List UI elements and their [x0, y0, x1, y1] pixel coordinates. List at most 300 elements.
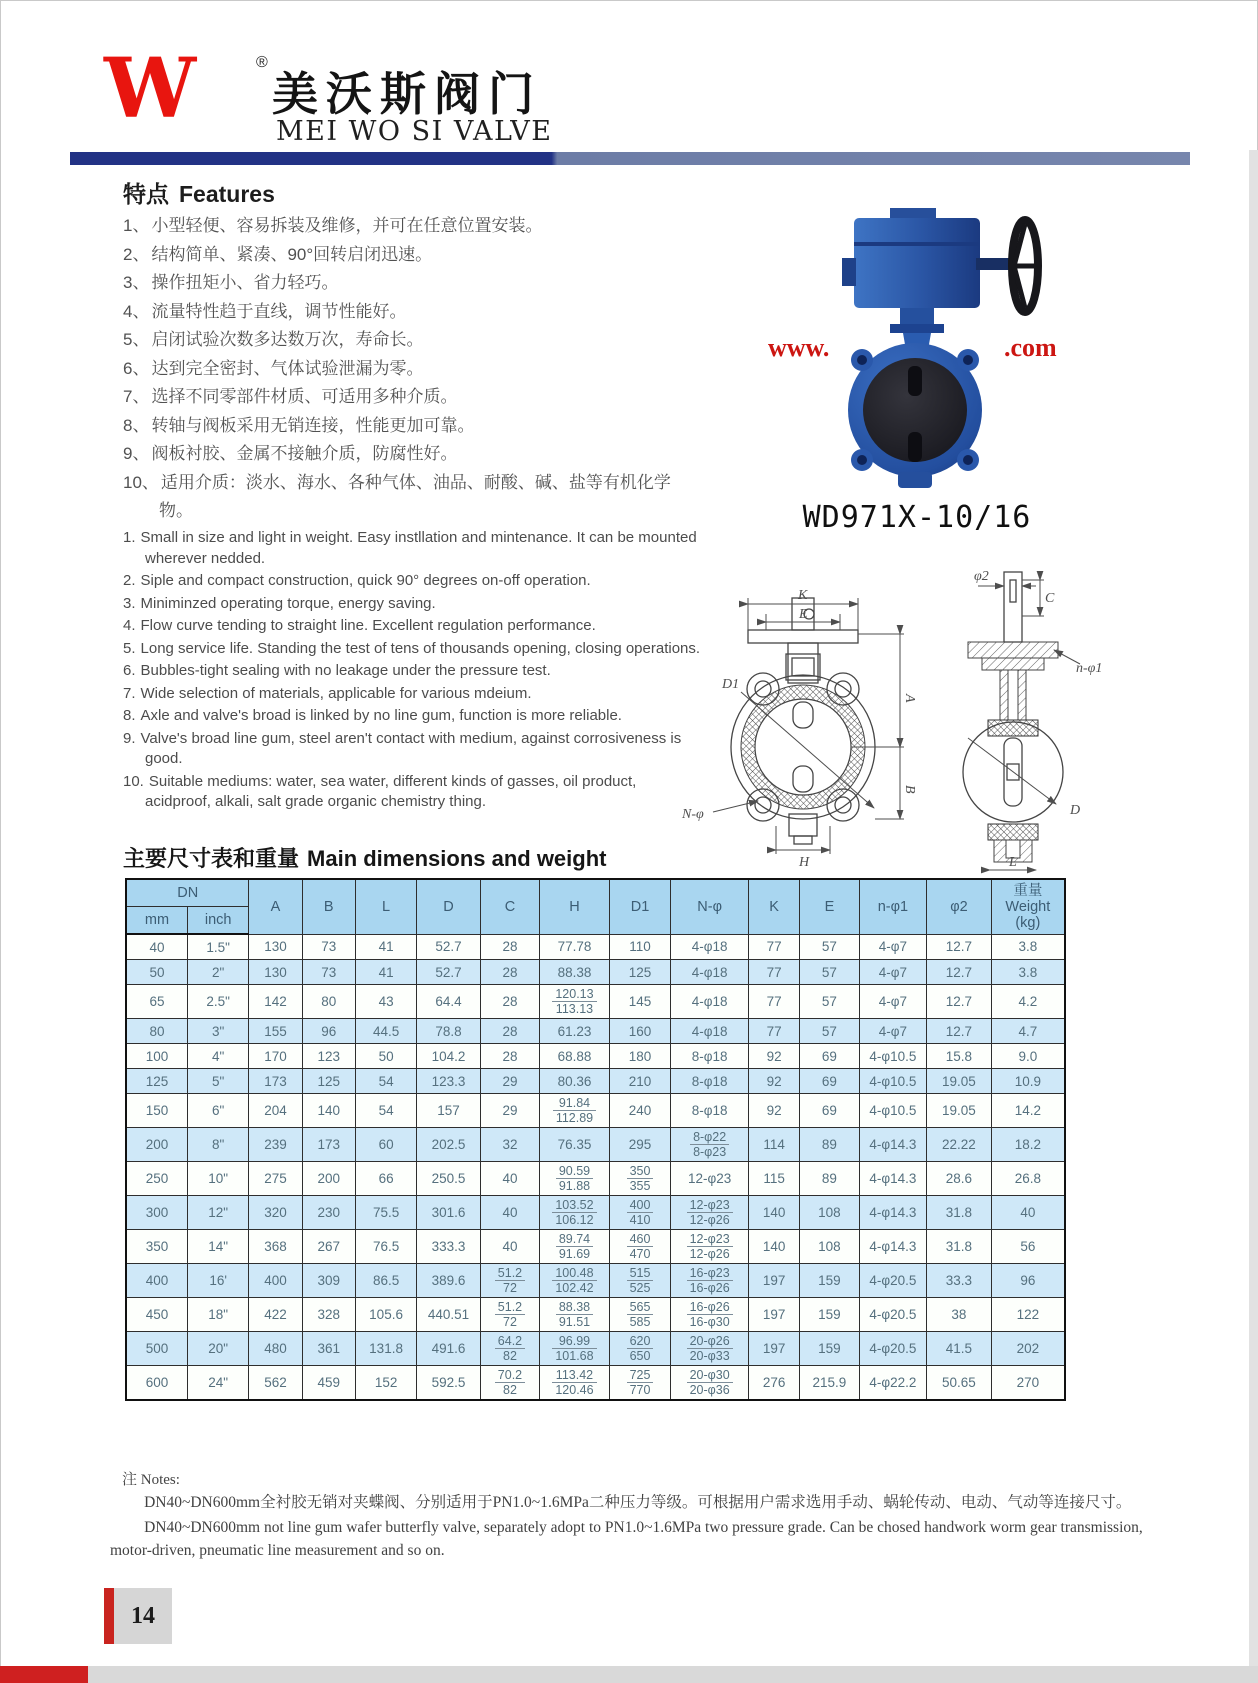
table-cell: 600: [126, 1366, 187, 1401]
table-row: [126, 1044, 1065, 1069]
table-cell: 92: [749, 1094, 800, 1128]
feature-item: [123, 469, 698, 526]
feature-item: [123, 528, 703, 569]
table-cell: 28: [480, 1044, 539, 1069]
table-row: [126, 1162, 1065, 1196]
table-cell: 275: [249, 1162, 302, 1196]
table-cell: 491.6: [417, 1332, 480, 1366]
table-cell: 24": [187, 1366, 248, 1401]
table-cell: 16': [187, 1264, 248, 1298]
table-cell: [609, 1366, 670, 1401]
table-cell: 4-φ18: [671, 985, 749, 1019]
feature-item: [123, 661, 703, 682]
stacked-top: 565: [627, 1300, 654, 1315]
dim-label-phi2: φ2: [974, 569, 989, 584]
feature-item: [123, 383, 698, 412]
table-cell: 152: [355, 1366, 416, 1401]
table-cell: 180: [609, 1044, 670, 1069]
dim-label-C: C: [1045, 591, 1055, 606]
table-cell: 361: [302, 1332, 355, 1366]
table-cell: 4-φ18: [671, 1019, 749, 1044]
stacked-value: [495, 1266, 525, 1295]
feature-item-number: 6.: [123, 662, 136, 679]
feature-item-text: 操作扭矩小、省力轻巧。: [151, 273, 339, 292]
stacked-bottom: 102.42: [555, 1281, 594, 1295]
feature-item: [123, 639, 703, 660]
feature-item-text: Bubbles-tight sealing with no leakage under the pressure test.: [140, 662, 551, 679]
registered-trademark-icon: ®: [256, 54, 268, 71]
stacked-top: 8-φ22: [690, 1130, 729, 1145]
table-cell: 240: [609, 1094, 670, 1128]
feature-item: [123, 412, 698, 441]
table-cell: 92: [749, 1044, 800, 1069]
actuator-adapter: [900, 308, 934, 324]
table-cell: 3.8: [991, 934, 1065, 960]
feature-item-number: 7.: [123, 684, 136, 702]
table-title: [123, 842, 607, 873]
stacked-value: [556, 1232, 593, 1261]
table-cell: 64.4: [417, 985, 480, 1019]
stacked-value: [627, 1198, 654, 1227]
feature-item-text: 结构简单、紧凑、90°回转启闭迅速。: [151, 244, 433, 264]
stacked-top: 350: [627, 1164, 654, 1179]
header-col: E: [800, 879, 859, 934]
stacked-top: 70.2: [495, 1368, 525, 1383]
stacked-top: 12-φ23: [687, 1198, 733, 1213]
stacked-top: 460: [627, 1232, 654, 1247]
table-cell: 50: [355, 1044, 416, 1069]
table-cell: 125: [126, 1069, 187, 1094]
table-cell: 31.8: [927, 1230, 992, 1264]
actuator-terminal-box: [842, 258, 856, 286]
feature-item-text: Miniminzed operating torque, energy saving.: [140, 594, 436, 612]
feature-item-text: Valve's broad line gum, steel aren't contact with medium, against corrosiveness is good.: [140, 729, 682, 767]
stacked-value: [552, 1266, 596, 1295]
stacked-bottom: 72: [503, 1281, 517, 1295]
table-cell: 4-φ10.5: [859, 1094, 927, 1128]
table-cell: 267: [302, 1230, 355, 1264]
header-row: [126, 879, 1065, 907]
table-cell: 66: [355, 1162, 416, 1196]
table-cell: 4-φ20.5: [859, 1332, 927, 1366]
table-cell: 125: [609, 960, 670, 985]
stacked-value: [627, 1266, 654, 1295]
table-cell: 368: [249, 1230, 302, 1264]
table-cell: 12.7: [927, 1019, 992, 1044]
table-cell: 159: [800, 1332, 859, 1366]
table-cell: 108: [800, 1230, 859, 1264]
table-cell: 54: [355, 1094, 416, 1128]
notes-label: [122, 1468, 1150, 1489]
table-cell: 301.6: [417, 1196, 480, 1230]
table-cell: 26.8: [991, 1162, 1065, 1196]
table-cell: 145: [609, 985, 670, 1019]
stacked-bottom: 650: [629, 1349, 651, 1363]
table-cell: 69: [800, 1094, 859, 1128]
table-cell: 69: [800, 1069, 859, 1094]
stacked-bottom: 82: [503, 1349, 517, 1363]
table-title-en: Main dimensions and weight: [307, 846, 607, 871]
table-cell: 41: [355, 934, 416, 960]
table-cell: [671, 1196, 749, 1230]
table-cell: 2": [187, 960, 248, 985]
stacked-bottom: 91.51: [558, 1315, 591, 1329]
brand-name-english: MEI WO SI VALVE: [276, 116, 553, 147]
table-cell: 4-φ10.5: [859, 1069, 927, 1094]
header-col: N-φ: [671, 879, 749, 934]
stacked-bottom: 770: [629, 1383, 651, 1397]
feature-item-text: Long service life. Standing the test of tens of thousands opening, closing operations.: [140, 639, 701, 657]
feature-item: [123, 729, 703, 770]
table-cell: 12.7: [927, 960, 992, 985]
table-cell: [540, 1332, 610, 1366]
header-col: D1: [609, 879, 670, 934]
stacked-bottom: 12-φ26: [689, 1213, 730, 1227]
stacked-top: 100.48: [552, 1266, 596, 1281]
table-cell: 2.5": [187, 985, 248, 1019]
table-cell: [671, 1128, 749, 1162]
feature-item: [123, 571, 703, 592]
table-cell: 4-φ20.5: [859, 1264, 927, 1298]
table-cell: 15.8: [927, 1044, 992, 1069]
table-cell: [609, 1264, 670, 1298]
header-col: φ2: [927, 879, 992, 934]
feature-item-number: 1、: [123, 216, 150, 235]
note-english: DN40~DN600mm not line gum wafer butterfly valve, separately adopt to PN1.0~1.6MPa two pressure grade. Can be chosed handwork worm gear transmission, motor-driven, pneumatic line measurement and so on.: [110, 1519, 1143, 1559]
bottom-lug: [898, 472, 932, 488]
table-cell: 68.88: [540, 1044, 610, 1069]
stacked-bottom: 12-φ26: [689, 1247, 730, 1261]
stacked-top: 725: [627, 1368, 654, 1383]
table-cell: 12.7: [927, 934, 992, 960]
table-cell: 114: [749, 1128, 800, 1162]
table-cell: 459: [302, 1366, 355, 1401]
table-cell: 108: [800, 1196, 859, 1230]
stacked-bottom: 16-φ30: [689, 1315, 730, 1329]
features-heading: [123, 176, 275, 209]
table-cell: 4-φ14.3: [859, 1230, 927, 1264]
table-cell: 43: [355, 985, 416, 1019]
feature-item-number: 5.: [123, 639, 136, 657]
table-cell: 155: [249, 1019, 302, 1044]
header-col: H: [540, 879, 610, 934]
table-cell: 140: [749, 1230, 800, 1264]
stacked-top: 51.2: [495, 1300, 525, 1315]
stacked-bottom: 101.68: [555, 1349, 594, 1363]
feature-item-number: 10、: [123, 472, 159, 492]
table-cell: 14": [187, 1230, 248, 1264]
table-cell: [671, 1366, 749, 1401]
stacked-bottom: 20-φ36: [689, 1383, 730, 1397]
header-mm: mm: [126, 907, 187, 935]
table-cell: 150: [126, 1094, 187, 1128]
stacked-value: [687, 1232, 733, 1261]
feature-item: [123, 772, 703, 813]
stacked-value: [687, 1198, 733, 1227]
stacked-bottom: 410: [629, 1213, 651, 1227]
table-cell: 41.5: [927, 1332, 992, 1366]
table-cell: 200: [302, 1162, 355, 1196]
header-col: L: [355, 879, 416, 934]
actuator-body: [854, 218, 980, 308]
table-row: [126, 1069, 1065, 1094]
table-cell: 76.35: [540, 1128, 610, 1162]
stacked-bottom: 112.89: [555, 1111, 594, 1125]
page-number-accent-bar: [104, 1588, 114, 1644]
stacked-bottom: 525: [629, 1281, 651, 1295]
stacked-top: 103.52: [552, 1198, 596, 1213]
table-cell: 3.8: [991, 960, 1065, 985]
bottom-scan-edge: [0, 1666, 1258, 1683]
table-cell: 57: [800, 960, 859, 985]
table-cell: 40: [991, 1196, 1065, 1230]
table-cell: 4-φ7: [859, 1019, 927, 1044]
table-cell: 38: [927, 1298, 992, 1332]
table-cell: 92: [749, 1069, 800, 1094]
table-cell: 400: [126, 1264, 187, 1298]
stacked-bottom: 16-φ26: [689, 1281, 730, 1295]
feature-item-text: Wide selection of materials, applicable for various mdeium.: [140, 684, 532, 702]
table-cell: 32: [480, 1128, 539, 1162]
table-cell: 328: [302, 1298, 355, 1332]
header-inch: inch: [187, 907, 248, 935]
table-cell: 422: [249, 1298, 302, 1332]
header-weight-line: (kg): [1015, 914, 1041, 931]
table-row: [126, 1332, 1065, 1366]
table-cell: 450: [126, 1298, 187, 1332]
table-cell: 54: [355, 1069, 416, 1094]
stacked-bottom: 82: [503, 1383, 517, 1397]
table-row: [126, 985, 1065, 1019]
table-cell: 4-φ18: [671, 960, 749, 985]
feature-item: [123, 326, 698, 355]
table-cell: 562: [249, 1366, 302, 1401]
features-list-chinese: [123, 212, 698, 526]
table-cell: 29: [480, 1069, 539, 1094]
table-cell: 57: [800, 934, 859, 960]
table-cell: 18.2: [991, 1128, 1065, 1162]
stacked-value: [687, 1334, 733, 1363]
table-cell: 10": [187, 1162, 248, 1196]
table-cell: 140: [749, 1196, 800, 1230]
table-cell: 56: [991, 1230, 1065, 1264]
header-col: n-φ1: [859, 879, 927, 934]
table-cell: 22.22: [927, 1128, 992, 1162]
table-cell: 123.3: [417, 1069, 480, 1094]
table-cell: 159: [800, 1264, 859, 1298]
stacked-value: [627, 1164, 654, 1193]
table-cell: 89: [800, 1128, 859, 1162]
table-cell: 29: [480, 1094, 539, 1128]
table-cell: 3": [187, 1019, 248, 1044]
header-weight: [991, 879, 1065, 934]
table-cell: 115: [749, 1162, 800, 1196]
stacked-top: 90.59: [556, 1164, 593, 1179]
stacked-top: 51.2: [495, 1266, 525, 1281]
product-photo: [762, 200, 1072, 500]
stacked-top: 96.99: [552, 1334, 596, 1349]
stacked-top: 20-φ30: [687, 1368, 733, 1383]
table-cell: 131.8: [355, 1332, 416, 1366]
notes-section: [110, 1468, 1150, 1564]
note-chinese: DN40~DN600mm全衬胶无销对夹蝶阀、分别适用于PN1.0~1.6MPa二种压力等级。可根据用户需求选用手动、蜗轮传动、电动、气动等连接尺寸。: [144, 1494, 1132, 1511]
table-cell: 57: [800, 985, 859, 1019]
table-cell: 204: [249, 1094, 302, 1128]
stacked-value: [552, 1334, 596, 1363]
table-cell: 350: [126, 1230, 187, 1264]
table-cell: 140: [302, 1094, 355, 1128]
table-cell: 1.5": [187, 934, 248, 960]
table-cell: 96: [991, 1264, 1065, 1298]
table-cell: [609, 1332, 670, 1366]
table-cell: 28: [480, 985, 539, 1019]
stacked-value: [495, 1368, 525, 1397]
table-cell: 80: [302, 985, 355, 1019]
dim-label-K: K: [798, 588, 808, 603]
table-row: [126, 1264, 1065, 1298]
model-number: WD971X-10/16: [802, 500, 1032, 535]
feature-item: [123, 269, 698, 298]
feature-item-number: 4、: [123, 301, 150, 321]
stacked-top: 20-φ26: [687, 1334, 733, 1349]
table-cell: 440.51: [417, 1298, 480, 1332]
dimensions-table-wrapper: [125, 878, 1066, 1401]
feature-item-text: 阀板衬胶、金属不接触介质，防腐性好。: [151, 444, 458, 463]
table-row: [126, 1094, 1065, 1128]
table-cell: 333.3: [417, 1230, 480, 1264]
table-cell: 44.5: [355, 1019, 416, 1044]
table-cell: 122: [991, 1298, 1065, 1332]
table-cell: 73: [302, 960, 355, 985]
stacked-bottom: 8-φ23: [693, 1145, 727, 1159]
table-cell: 4-φ22.2: [859, 1366, 927, 1401]
table-cell: 270: [991, 1366, 1065, 1401]
table-cell: 28.6: [927, 1162, 992, 1196]
page-scan-edge: [1249, 150, 1258, 1666]
table-cell: 28: [480, 934, 539, 960]
table-cell: 73: [302, 934, 355, 960]
stacked-top: 515: [627, 1266, 654, 1281]
table-cell: 40: [480, 1196, 539, 1230]
table-cell: 77: [749, 1019, 800, 1044]
feature-item-text: Suitable mediums: water, sea water, different kinds of gasses, oil product, acidproof, alkali, salt grade organic chemistry thing.: [145, 772, 637, 810]
logo-w-mark: W: [104, 41, 191, 137]
header-weight-line: 重量: [1013, 882, 1043, 899]
feature-item-text: Axle and valve's broad is linked by no line gum, function is more reliable.: [140, 707, 622, 724]
table-cell: 130: [249, 960, 302, 985]
table-cell: 19.05: [927, 1094, 992, 1128]
table-cell: 4-φ20.5: [859, 1298, 927, 1332]
feature-item-text: 适用介质：淡水、海水、各种气体、油品、耐酸、碱、盐等有机化学物。: [159, 472, 671, 520]
table-cell: 142: [249, 985, 302, 1019]
dim-label-A: A: [902, 694, 917, 703]
table-head: [126, 879, 1065, 934]
table-cell: 210: [609, 1069, 670, 1094]
table-cell: 75.5: [355, 1196, 416, 1230]
brand-name-chinese: 美沃斯阀门: [272, 67, 542, 121]
table-cell: 230: [302, 1196, 355, 1230]
table-cell: 4-φ7: [859, 934, 927, 960]
header-col: B: [302, 879, 355, 934]
table-cell: [480, 1264, 539, 1298]
table-cell: [671, 1332, 749, 1366]
table-cell: 65: [126, 985, 187, 1019]
table-cell: [609, 1298, 670, 1332]
table-cell: 215.9: [800, 1366, 859, 1401]
table-cell: 88.38: [540, 960, 610, 985]
header-col: A: [249, 879, 302, 934]
stacked-bottom: 120.46: [555, 1383, 594, 1397]
feature-item-number: 2、: [123, 244, 150, 264]
table-cell: 295: [609, 1128, 670, 1162]
table-cell: 4": [187, 1044, 248, 1069]
header-col: D: [417, 879, 480, 934]
table-cell: 4-φ7: [859, 985, 927, 1019]
dim-label-B: B: [902, 785, 917, 794]
feature-item-text: 选择不同零部件材质、可适用多种介质。: [151, 387, 458, 406]
table-cell: 197: [749, 1298, 800, 1332]
table-cell: 239: [249, 1128, 302, 1162]
stacked-value: [687, 1300, 733, 1329]
feature-item-number: 10.: [123, 772, 144, 790]
table-cell: 8-φ18: [671, 1069, 749, 1094]
feature-item-number: 3、: [123, 273, 150, 292]
features-list-english: [123, 528, 703, 815]
table-cell: 197: [749, 1264, 800, 1298]
table-cell: 500: [126, 1332, 187, 1366]
stacked-bottom: 91.88: [558, 1179, 591, 1193]
stacked-value: [495, 1300, 525, 1329]
stacked-value: [553, 1096, 596, 1125]
table-cell: 41: [355, 960, 416, 985]
table-cell: 28: [480, 960, 539, 985]
table-cell: 4-φ14.3: [859, 1128, 927, 1162]
table-cell: [480, 1332, 539, 1366]
table-cell: 52.7: [417, 960, 480, 985]
table-cell: [540, 1264, 610, 1298]
feature-item-text: 启闭试验次数多达数万次，寿命长。: [151, 330, 424, 349]
table-cell: [540, 1230, 610, 1264]
table-cell: 159: [800, 1298, 859, 1332]
stacked-top: 88.38: [556, 1300, 593, 1315]
dim-label-D1: D1: [722, 677, 740, 692]
dim-label-n-phi1: n-φ1: [1076, 661, 1103, 676]
stacked-bottom: 91.69: [558, 1247, 591, 1261]
table-cell: 20": [187, 1332, 248, 1366]
stacked-top: 91.84: [553, 1096, 596, 1111]
feature-item-number: 9.: [123, 729, 136, 747]
stacked-top: 16-φ23: [687, 1266, 733, 1281]
feature-item: [123, 212, 698, 241]
table-cell: 10.9: [991, 1069, 1065, 1094]
dimension-drawing: [638, 542, 1108, 877]
table-cell: [480, 1298, 539, 1332]
stacked-top: 12-φ23: [687, 1232, 733, 1247]
table-cell: 100: [126, 1044, 187, 1069]
table-cell: 28: [480, 1019, 539, 1044]
valve-dimension-diagram: [638, 542, 1108, 877]
table-cell: 276: [749, 1366, 800, 1401]
feature-item: [123, 440, 698, 469]
feature-item: [123, 298, 698, 327]
table-cell: 300: [126, 1196, 187, 1230]
table-cell: 9.0: [991, 1044, 1065, 1069]
bottom-red-accent: [0, 1666, 88, 1683]
table-cell: 202: [991, 1332, 1065, 1366]
table-cell: [540, 1196, 610, 1230]
stacked-value: [687, 1368, 733, 1397]
stacked-top: 113.42: [552, 1368, 596, 1383]
